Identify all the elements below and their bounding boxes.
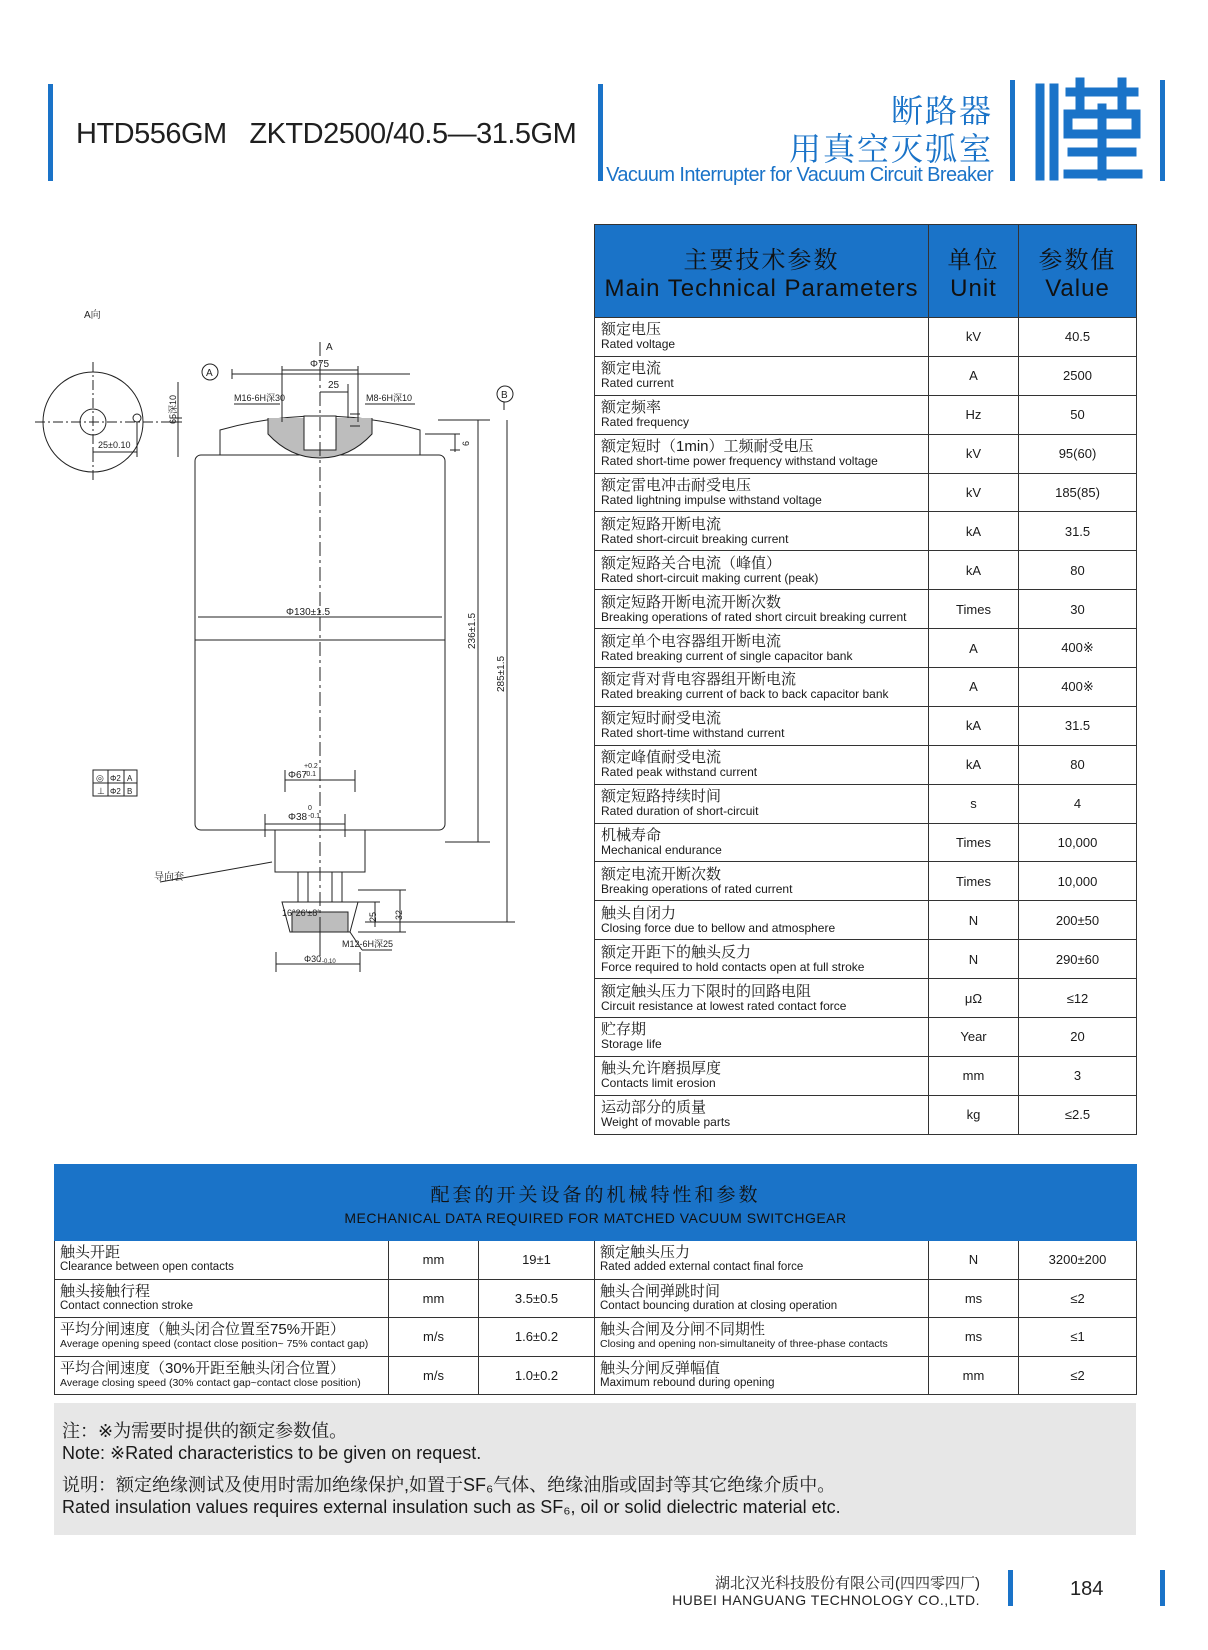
param-cn: 额定峰值耐受电流 [601,749,722,767]
param-cn: 额定触头压力下限时的回路电阻 [601,982,812,1000]
header-param-cn: 主要技术参数 [683,246,840,274]
mech-left-en: Contact connection stroke [60,1299,193,1312]
technical-drawing [20,310,580,1052]
param-en: Rated breaking current of single capacitor bank [601,648,853,663]
param-cn: 额定电流 [601,360,662,378]
dim-phi67-tol-bot: -0.1 [304,771,317,778]
param-cn: 额定短路开断电流 [601,515,722,533]
page-number: 184 [1070,1578,1104,1600]
mech-right-en: Rated added external contact final force [600,1261,804,1274]
dim-65: 65深10 [168,394,178,424]
mech-header-en: MECHANICAL DATA REQUIRED FOR MATCHED VACUUM SWITCHGEAR [344,1209,847,1226]
param-cn: 触头自闭力 [601,904,677,922]
notes-box [54,1403,1136,1535]
param-en: Rated lightning impulse withstand voltage [601,493,822,507]
label-a: A [326,342,333,353]
param-en: Rated short-time withstand current [601,726,785,741]
param-en: Rated short-circuit breaking current [601,531,789,546]
param-cn: 额定雷电冲击耐受电压 [601,477,752,494]
param-value: 31.5 [1019,706,1137,745]
param-unit: Times [929,590,1019,629]
param-en: Rated peak withstand current [601,765,758,780]
tol-row1-sym: ◎ [96,773,104,783]
mech-left-cn: 平均分闸速度（触头闭合位置至75%开距） [60,1321,346,1339]
param-unit: kA [929,551,1019,590]
param-unit: Times [929,862,1019,901]
mech-right-unit: N [929,1241,1019,1280]
mech-right-cn: 触头合闸弹跳时间 [600,1282,721,1300]
param-unit: Year [929,1018,1019,1057]
label-a-circle: A [206,368,213,379]
table-row [595,668,1137,707]
table-row [55,1279,1137,1318]
param-unit: kV [929,318,1019,357]
param-unit: μΩ [929,979,1019,1018]
table-row [595,395,1137,434]
param-cn: 额定短路关合电流（峰值） [601,554,782,572]
title-cn-line2: 用真空灭弧室 [788,131,993,167]
label-guide-sleeve: 导向套 [154,872,184,883]
param-en: Rated duration of short-circuit [601,804,759,819]
dim-m12: M12-6H深25 [342,939,394,949]
param-cn: 额定开距下的触头反力 [601,943,752,961]
param-value: 40.5 [1019,318,1137,357]
param-value: 200±50 [1019,901,1137,940]
note-line-3: 说明：额定绝缘测试及使用时需加绝缘保护,如置于SF₆气体、绝缘油脂或固封等其它绝缘介质中。 [62,1475,836,1495]
param-unit: Times [929,823,1019,862]
param-unit: kA [929,745,1019,784]
param-en: Breaking operations of rated current [601,881,793,896]
footer-company-cn: 湖北汉光科技股份有限公司(四四零四厂) [715,1575,980,1592]
dim-236: 236±1.5 [467,612,478,649]
dim-phi67: Φ67 [288,770,308,781]
param-unit: A [929,629,1019,668]
note-line-4: Rated insulation values requires external insulation such as SF₆, oil or solid dielectric material etc. [62,1497,841,1517]
table-row [55,1318,1137,1357]
param-cn: 额定电压 [601,321,662,339]
param-cn: 触头允许磨损厚度 [601,1060,722,1078]
table-row [595,1018,1137,1057]
param-value: 50 [1019,395,1137,434]
table-row [595,629,1137,668]
table-row [595,512,1137,551]
dim-25b: 25 [368,911,378,922]
mech-right-cn: 触头合闸及分闸不同期性 [600,1321,766,1339]
param-unit: A [929,668,1019,707]
param-cn: 运动部分的质量 [601,1099,707,1117]
dim-phi30-tol: -0.10 [322,959,336,965]
footer-bar-left [1008,1570,1013,1606]
mech-right-value: ≤2 [1019,1279,1137,1318]
param-en: Closing force due to bellow and atmosphere [601,920,836,935]
dim-m16: M16-6H深30 [234,393,286,403]
title-cn-line1: 断路器 [890,93,993,129]
label-a-view: A向 [84,310,101,321]
mech-left-unit: m/s [389,1318,479,1357]
dim-6: 6 [461,440,471,446]
param-en: Contacts limit erosion [601,1076,716,1091]
param-cn: 额定短时（1min）工频耐受电压 [601,438,814,456]
table-row [595,940,1137,979]
mechanical-data-table [54,1164,1137,1395]
note-line-1: 注：※为需要时提供的额定参数值。 [62,1421,348,1441]
tol-row1-val: Φ2 [110,774,121,783]
mech-right-unit: ms [929,1279,1019,1318]
tol-row2-val: Φ2 [110,787,121,796]
mech-left-en: Clearance between open contacts [60,1261,234,1274]
tol-row1-ref: A [127,774,133,783]
mech-right-unit: mm [929,1356,1019,1395]
label-b-circle: B [501,390,508,401]
footer-company-en: HUBEI HANGUANG TECHNOLOGY CO.,LTD. [672,1592,980,1608]
param-unit: Hz [929,395,1019,434]
param-cn: 额定短路开断电流开断次数 [601,593,782,611]
params-header-param [595,225,929,318]
param-cn: 额定单个电容器组开断电流 [601,632,782,650]
param-unit: kV [929,434,1019,473]
dim-285: 285±1.5 [496,655,507,692]
param-unit: kg [929,1095,1019,1134]
table-row [595,356,1137,395]
param-unit: A [929,356,1019,395]
param-en: Rated current [601,376,674,391]
mech-right-en: Closing and opening non-simultaneity of three-phase contacts [600,1338,888,1351]
dim-angle: 16°26′±8′ [282,908,319,918]
param-unit: N [929,940,1019,979]
dim-phi75: Φ75 [310,359,330,370]
param-en: Mechanical endurance [601,843,722,858]
mech-left-value: 3.5±0.5 [479,1279,595,1318]
table-row [595,590,1137,629]
dim-phi67-tol-top: +0.2 [304,763,318,770]
header-unit-cn: 单位 [947,246,1000,274]
mech-right-cn: 触头分闸反弹幅值 [600,1359,721,1377]
param-en: Rated short-time power frequency withstand voltage [601,454,878,469]
mech-left-cn: 平均合闸速度（30%开距至触头闭合位置） [60,1359,346,1377]
mech-left-unit: m/s [389,1356,479,1395]
header-value-cn: 参数值 [1038,246,1117,274]
mech-left-value: 1.6±0.2 [479,1318,595,1357]
param-value: 10,000 [1019,862,1137,901]
param-value: 4 [1019,784,1137,823]
mech-right-value: 3200±200 [1019,1241,1137,1280]
param-value: ≤12 [1019,979,1137,1018]
table-row [595,318,1137,357]
param-value: ≤2.5 [1019,1095,1137,1134]
title-en: Vacuum Interrupter for Vacuum Circuit Breaker [606,164,993,186]
param-unit: N [929,901,1019,940]
param-cn: 额定频率 [601,399,662,417]
params-header-row [595,225,1137,318]
dim-phi30: Φ30 [304,954,322,964]
param-en: Force required to hold contacts open at full stroke [601,959,865,974]
param-value: 2500 [1019,356,1137,395]
table-row [595,706,1137,745]
params-header-unit [929,225,1019,318]
dim-phi130: Φ130±1.5 [286,607,331,618]
table-row [595,862,1137,901]
table-row [595,784,1137,823]
tol-row2-sym: ⊥ [97,786,105,796]
header-mid-bar [598,84,603,181]
dim-25: 25 [328,380,340,391]
param-en: Rated breaking current of back to back capacitor bank [601,687,889,702]
model-number: HTD556GM ZKTD2500/40.5—31.5GM [76,118,577,150]
header-unit-en: Unit [950,274,997,302]
param-value: 185(85) [1019,473,1137,512]
mech-left-unit: mm [389,1279,479,1318]
param-cn: 额定电流开断次数 [601,865,722,883]
param-value: 30 [1019,590,1137,629]
header-param-en: Main Technical Parameters [604,274,919,302]
param-value: 3 [1019,1056,1137,1095]
param-value: 400※ [1019,629,1137,668]
mech-left-en: Average opening speed (contact close position~ 75% contact gap) [60,1338,369,1351]
param-en: Breaking operations of rated short circuit breaking current [601,609,907,624]
param-value: 80 [1019,551,1137,590]
param-en: Circuit resistance at lowest rated contact force [601,998,847,1013]
header-left-bar [48,84,53,181]
param-unit: kA [929,706,1019,745]
table-row [595,823,1137,862]
param-en: Weight of movable parts [601,1115,731,1130]
mech-left-unit: mm [389,1241,479,1280]
mech-left-cn: 触头开距 [60,1244,121,1262]
mech-right-unit: ms [929,1318,1019,1357]
table-row [595,901,1137,940]
param-cn: 贮存期 [601,1021,647,1039]
mech-right-cn: 额定触头压力 [600,1244,691,1262]
param-value: 95(60) [1019,434,1137,473]
header-value-en: Value [1045,274,1110,302]
param-cn: 额定短时耐受电流 [601,710,722,728]
param-cn: 额定背对背电容器组开断电流 [601,671,797,689]
param-en: Rated voltage [601,337,676,352]
mech-right-value: ≤2 [1019,1356,1137,1395]
dim-phi38: Φ38 [288,812,308,823]
mech-header-cn: 配套的开关设备的机械特性和参数 [430,1184,761,1206]
dim-25-010: 25±0.10 [98,440,131,450]
table-row [595,551,1137,590]
param-value: 290±60 [1019,940,1137,979]
param-en: Rated frequency [601,415,690,430]
param-cn: 机械寿命 [601,827,662,845]
table-row [55,1356,1137,1395]
table-row [595,745,1137,784]
param-value: 10,000 [1019,823,1137,862]
dim-phi38-tol-top: 0 [308,805,312,812]
dim-phi38-tol-bot: -0.1 [308,813,321,820]
mech-right-value: ≤1 [1019,1318,1137,1357]
mech-left-value: 1.0±0.2 [479,1356,595,1395]
param-unit: kA [929,512,1019,551]
table-row [595,1056,1137,1095]
table-row [595,473,1137,512]
mech-left-en: Average closing speed (30% contact gap~contact close position) [60,1376,361,1389]
table-row [595,434,1137,473]
table-row [55,1241,1137,1280]
param-unit: kV [929,473,1019,512]
params-header-value [1019,225,1137,318]
a-view-hole [133,414,141,422]
main-parameters-table [594,224,1137,1135]
dim-m8: M8-6H深10 [366,393,413,403]
param-value: 80 [1019,745,1137,784]
dim-32: 32 [394,909,404,920]
note-line-2: Note: ※Rated characteristics to be given on request. [62,1443,482,1463]
table-row [595,979,1137,1018]
param-value: 31.5 [1019,512,1137,551]
mech-right-en: Contact bouncing duration at closing operation [600,1299,838,1312]
mech-header [55,1165,1137,1241]
param-value: 400※ [1019,668,1137,707]
mech-left-value: 19±1 [479,1241,595,1280]
brand-logo-icon [1032,78,1142,182]
header-right-bar [1160,80,1165,181]
header-logo-bar [1010,80,1015,181]
tol-row2-ref: B [127,787,133,796]
param-unit: mm [929,1056,1019,1095]
param-unit: s [929,784,1019,823]
param-en: Storage life [601,1037,662,1052]
param-cn: 额定短路持续时间 [601,788,722,806]
mech-right-en: Maximum rebound during opening [600,1376,775,1389]
footer-bar-right [1160,1570,1165,1606]
param-value: 20 [1019,1018,1137,1057]
table-row [595,1095,1137,1134]
param-en: Rated short-circuit making current (peak) [601,570,819,585]
mech-left-cn: 触头接触行程 [60,1282,151,1300]
